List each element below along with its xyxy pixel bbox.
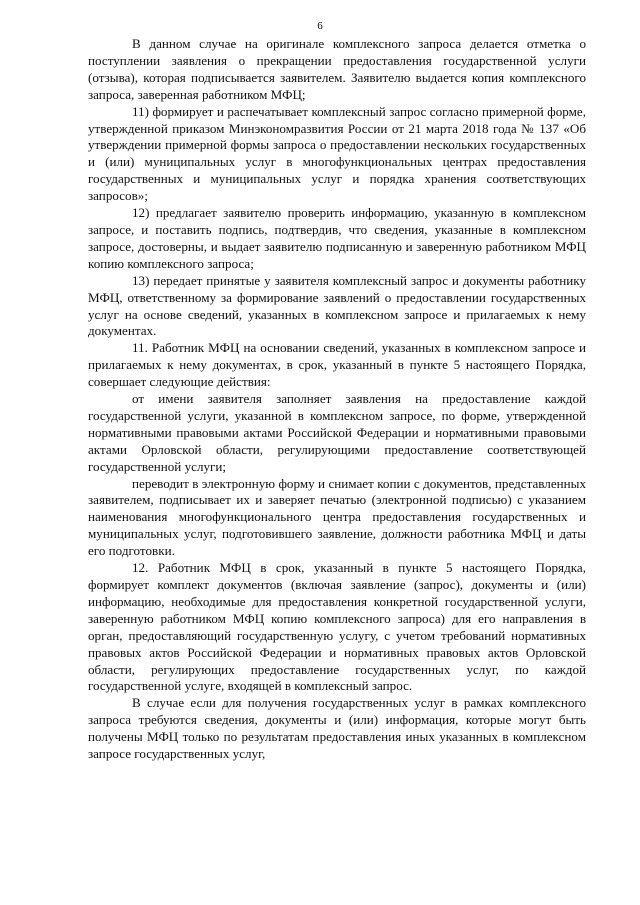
paragraph-item-12: 12) предлагает заявителю проверить информацию, указанную в комплексном запросе, и поставить подпись, подтвердив, что сведения, указанные в комплексном запросе, достоверны, и выдает заявителю подписанную и заверенную работником МФЦ копию комплексного запроса; [88,205,586,271]
paragraph-item-11: 11) формирует и распечатывает комплексный запрос согласно примерной форме, утвержденной приказом Минэкономразвития России от 21 марта 2018 года № 137 «Об утверждении примерной формы запроса о предоставлении нескольких государственных и (или) муниципальных услуг в многофункциональных центрах предоставления государственных и муниципальных услуг и порядка хранения соответствующих запросов»; [88,103,586,204]
document-body [88,36,586,763]
paragraph-section-11: 11. Работник МФЦ на основании сведений, указанных в комплексном запросе и прилагаемых к нему документах, в срок, указанный в пункте 5 настоящего Порядка, совершает следующие действия: [88,340,586,390]
paragraph-item-13: 13) передает принятые у заявителя комплексный запрос и документы работнику МФЦ, ответственному за формирование заявлений о предоставлении государственных услуг на основе сведений, указанных в комплексном запросе и прилагаемых к нему документах. [88,272,586,339]
paragraph-section-12: 12. Работник МФЦ в срок, указанный в пункте 5 настоящего Порядка, формирует комплект документов (включая заявление (запрос), документы и (или) информацию, необходимые для предоставления конкретной государственной услуги, заверенную работником МФЦ копию комплексного запроса) для его направления в орган, предоставляющий государственную услугу, с учетом требований нормативных правовых актов Российской Федерации и нормативных правовых актов Орловской области, регулирующих предоставление государственных услуг, по каждой государственной услуге, входящей в комплексный запрос. [88,560,586,694]
paragraph-additional-info: В случае если для получения государственных услуг в рамках комплексного запроса требуются сведения, документы и (или) информация, которые могут быть получены МФЦ только по результатам предоставления иных указанных в комплексном запросе государственных услуг, [88,695,586,762]
paragraph-withdrawal-note: В данном случае на оригинале комплексного запроса делается отметка о поступлении заявления о прекращении предоставления государственной услуги (отзыва), которая подписывается заявителем. Заявителю выдается копия комплексного запроса, заверенная работником МФЦ; [88,36,586,102]
paragraph-digitize-documents: переводит в электронную форму и снимает копии с документов, представленных заявителем, подписывает их и заверяет печатью (электронной подписью) с указанием наименования многофункционального центра предоставления государственных и муниципальных услуг, подготовившего заявление, должности работника МФЦ и даты его подготовки. [88,475,586,559]
paragraph-fill-applications: от имени заявителя заполняет заявления на предоставление каждой государственной услуги, указанной в комплексном запросе, по форме, утвержденной нормативными правовыми актами Российской Федерации и нормативными правовыми актами Орловской области, регулирующими предоставление соответствующей государственной услуги; [88,391,586,474]
page-number: 6 [317,20,323,32]
